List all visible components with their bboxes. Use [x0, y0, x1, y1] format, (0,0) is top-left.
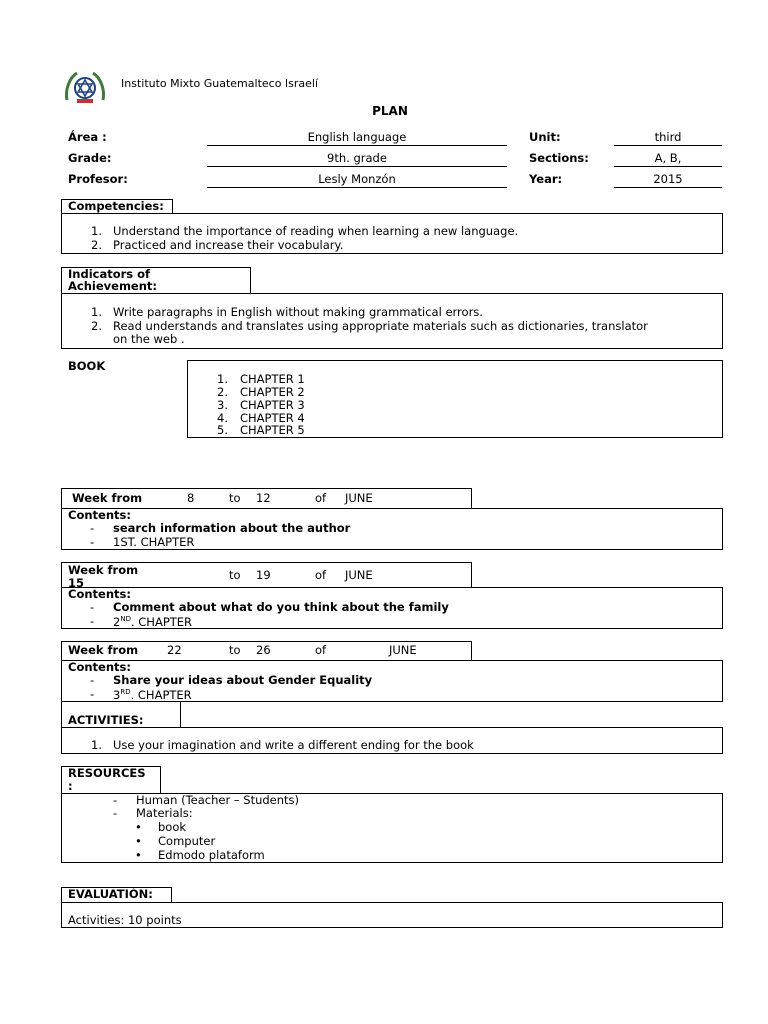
- dash: -: [113, 793, 118, 807]
- book-chapters-box: [187, 360, 723, 438]
- dash: -: [113, 806, 118, 820]
- resources-label-box: [61, 766, 161, 794]
- year-underline: [614, 187, 722, 188]
- list-item-continued: on the web .: [113, 332, 185, 346]
- chapter-item: CHAPTER 2: [240, 385, 305, 399]
- week-to: 26: [256, 643, 271, 657]
- week-month: JUNE: [345, 491, 373, 505]
- week-3-header: [61, 641, 472, 661]
- chapter-item: CHAPTER 4: [240, 411, 305, 425]
- grade-label: Grade:: [68, 151, 112, 165]
- competencies-label-box: [61, 199, 173, 214]
- dash: -: [90, 687, 95, 701]
- unit-underline: [614, 145, 722, 146]
- week-2-contents: [61, 587, 723, 629]
- activities-label: ACTIVITIES:: [68, 713, 144, 727]
- dash: -: [90, 521, 95, 535]
- competencies-box: [61, 213, 723, 254]
- indicators-box: [61, 293, 723, 349]
- dash: -: [90, 614, 95, 628]
- week-from: 15: [68, 576, 85, 590]
- material-item: book: [158, 820, 187, 834]
- evaluation-label: EVALUATIÓN:: [68, 887, 153, 901]
- sections-label: Sections:: [529, 151, 589, 165]
- evaluation-label-box: [61, 887, 172, 903]
- school-logo: [63, 70, 107, 106]
- resources-label-colon: :: [68, 779, 73, 793]
- area-underline: [207, 145, 507, 146]
- competencies-label: Competencies:: [68, 199, 164, 213]
- unit-value: third: [654, 130, 682, 144]
- list-number: 1.: [91, 305, 102, 319]
- list-item: Use your imagination and write a different ending for the book: [113, 738, 474, 752]
- activities-label-box: [61, 701, 181, 728]
- week-from: 22: [167, 643, 182, 657]
- content-activity: Comment about what do you think about the family: [113, 600, 449, 614]
- chapter-item: CHAPTER 1: [240, 372, 305, 386]
- chapter-num: 2: [113, 614, 121, 629]
- bullet: •: [135, 834, 142, 848]
- list-number: 4.: [217, 411, 228, 425]
- list-number: 3.: [217, 398, 228, 412]
- list-number: 2.: [91, 238, 102, 252]
- week-1-contents: [61, 508, 723, 550]
- week-of-label: of: [315, 491, 327, 505]
- chapter-item: CHAPTER 3: [240, 398, 305, 412]
- week-of-label: of: [315, 643, 327, 657]
- week-to-label: to: [229, 491, 241, 505]
- area-label: Área :: [68, 130, 107, 144]
- week-1-header: [61, 488, 472, 509]
- week-label: Week from: [72, 491, 143, 505]
- list-number: 2.: [91, 319, 102, 333]
- chapter-item: CHAPTER 5: [240, 423, 305, 437]
- book-label: BOOK: [68, 359, 106, 373]
- year-label: Year:: [529, 172, 563, 186]
- chapter-num: 3: [113, 687, 121, 702]
- list-number: 1.: [217, 372, 228, 386]
- teacher-underline: [207, 187, 507, 188]
- content-chapter: [113, 616, 192, 628]
- content-activity: search information about the author: [113, 521, 351, 535]
- bullet: •: [135, 820, 142, 834]
- material-item: Edmodo plataform: [158, 848, 265, 862]
- bullet: •: [135, 848, 142, 862]
- contents-label: Contents:: [68, 587, 131, 601]
- chapter-sup: ND: [120, 615, 131, 623]
- contents-label: Contents:: [68, 508, 131, 522]
- list-item: Understand the importance of reading when learning a new language.: [113, 224, 519, 238]
- year-value: 2015: [653, 172, 683, 186]
- grade-underline: [207, 166, 507, 167]
- week-to: 19: [256, 568, 271, 582]
- dash: -: [90, 535, 95, 549]
- list-number: 5.: [217, 423, 228, 437]
- sections-value: A, B,: [654, 151, 682, 165]
- list-number: 2.: [217, 385, 228, 399]
- material-item: Computer: [158, 834, 216, 848]
- week-of-label: of: [315, 568, 327, 582]
- school-name: Instituto Mixto Guatemalteco Israelí: [121, 77, 319, 90]
- week-2-header: [61, 562, 472, 588]
- week-to: 12: [256, 491, 271, 505]
- week-label: Week from: [68, 643, 139, 657]
- list-item: Read understands and translates using appropriate materials such as dictionaries, translator: [113, 319, 648, 333]
- contents-label: Contents:: [68, 660, 131, 674]
- list-item: Practiced and increase their vocabulary.: [113, 238, 344, 252]
- content-chapter: 1ST. CHAPTER: [113, 535, 195, 549]
- content-chapter: [113, 689, 192, 701]
- resources-label: RESOURCES: [68, 766, 146, 780]
- unit-label: Unit:: [529, 130, 561, 144]
- activities-box: [61, 727, 723, 754]
- indicators-label: Indicators of: [68, 267, 151, 281]
- indicators-label-2: Achievement:: [68, 279, 158, 293]
- list-number: 1.: [91, 224, 102, 238]
- week-to-label: to: [229, 568, 241, 582]
- indicators-label-box: [61, 267, 251, 294]
- evaluation-box: [61, 902, 723, 928]
- page-title: PLAN: [372, 104, 408, 118]
- week-3-contents: [61, 660, 723, 702]
- week-from: 8: [187, 491, 195, 505]
- dash: -: [90, 600, 95, 614]
- resource-human: Human (Teacher – Students): [136, 793, 300, 807]
- week-label-text: Week from: [68, 563, 139, 577]
- teacher-value: Lesly Monzón: [318, 172, 396, 186]
- grade-value: 9th. grade: [327, 151, 387, 165]
- chapter-sup: RD: [120, 688, 131, 696]
- list-number: 1.: [91, 738, 102, 752]
- resource-materials-label: Materials:: [136, 806, 193, 820]
- chapter-rest: . CHAPTER: [130, 614, 193, 629]
- week-to-label: to: [229, 643, 241, 657]
- dash: -: [90, 673, 95, 687]
- week-month: JUNE: [345, 568, 373, 582]
- resources-box: [61, 793, 723, 863]
- content-activity: Share your ideas about Gender Equality: [113, 673, 373, 687]
- evaluation-text: Activities: 10 points: [68, 913, 182, 927]
- teacher-label: Profesor:: [68, 172, 128, 186]
- area-value: English language: [307, 130, 407, 144]
- list-item: Write paragraphs in English without making grammatical errors.: [113, 305, 483, 319]
- sections-underline: [614, 166, 722, 167]
- chapter-rest: . CHAPTER: [130, 687, 192, 702]
- week-month: JUNE: [389, 643, 417, 657]
